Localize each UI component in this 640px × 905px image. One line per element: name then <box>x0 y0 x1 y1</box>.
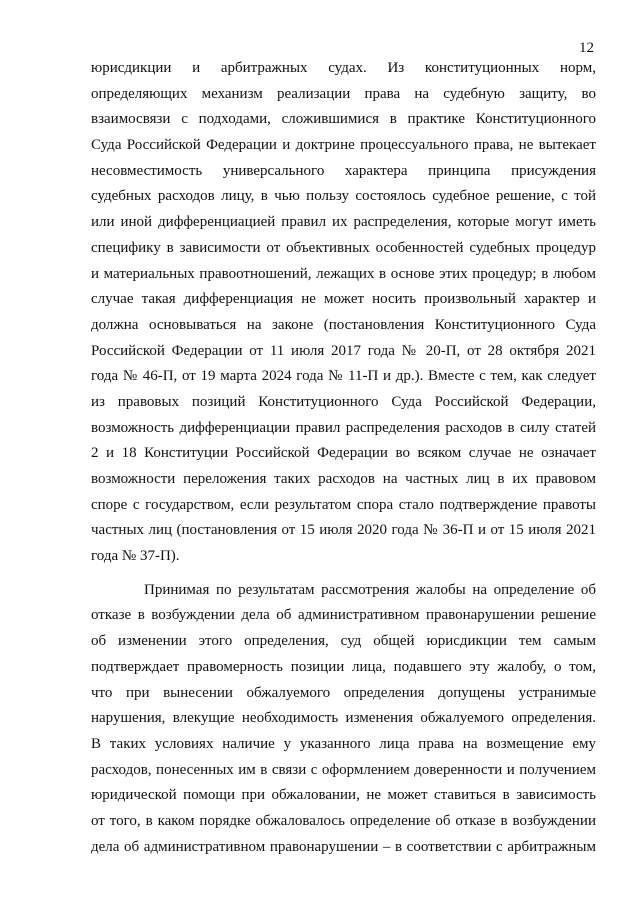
text-line: Принимая по результатам рассмотрения жалобы на определение об <box>144 581 596 598</box>
text-line: несовместимость универсального характера принципа присуждения <box>91 162 596 179</box>
paragraph <box>91 56 596 570</box>
paragraph <box>91 578 596 861</box>
text-line: юрисдикции и арбитражных судах. Из конституционных норм, <box>91 60 596 76</box>
text-line: об изменении этого определения, суд общей юрисдикции тем самым <box>91 633 596 650</box>
text-line: дела об административном правонарушении – в соответствии с арбитражным <box>91 838 596 855</box>
text-line: года № 37-П). <box>91 548 180 565</box>
text-line: или иной дифференциацией правил их распределения, которые могут иметь <box>91 214 596 231</box>
text-line: юридической помощи при обжаловании, не может ставиться в зависимость <box>91 787 596 804</box>
text-line: от того, в каком порядке обжаловалось определение об отказе в возбуждении <box>91 812 596 829</box>
text-line: что при вынесении обжалуемого определения допущены устранимые <box>91 684 596 701</box>
text-line: из правовых позиций Конституционного Суда Российской Федерации, <box>91 393 596 410</box>
paragraph-gap <box>91 570 596 578</box>
text-line: Российской Федерации от 11 июля 2017 года № 20-П, от 28 октября 2021 <box>91 342 596 359</box>
text-line: подтверждает правомерность позиции лица, подавшего эту жалобу, о том, <box>91 658 596 675</box>
text-line: 2 и 18 Конституции Российской Федерации во всяком случае не означает <box>91 445 596 462</box>
text-line: В таких условиях наличие у указанного лица права на возмещение ему <box>91 735 596 752</box>
text-line: нарушения, влекущие необходимость изменения обжалуемого определения. <box>91 710 596 727</box>
text-line: расходов, понесенных им в связи с оформлением доверенности и получением <box>91 761 596 778</box>
text-line: взаимосвязи с подходами, сложившимися в практике Конституционного <box>91 111 596 128</box>
text-line: возможности переложения таких расходов на частных лиц в их правовом <box>91 471 596 487</box>
text-line: частных лиц (постановления от 15 июля 2020 года № 36-П и от 15 июля 2021 <box>91 522 596 539</box>
text-line: отказе в возбуждении дела об административном правонарушении решение <box>91 607 596 624</box>
text-line: Суда Российской Федерации и доктрине процессуального права, не вытекает <box>91 137 596 154</box>
page-number: 12 <box>579 40 594 56</box>
text-line: возможность дифференциации правил распределения расходов в силу статей <box>91 419 596 436</box>
text-line: года № 46-П, от 19 марта 2024 года № 11-П и др.). Вместе с тем, как следует <box>91 368 596 385</box>
text-line: должна основываться на законе (постановления Конституционного Суда <box>91 316 596 333</box>
text-line: споре с государством, если результатом спора стало подтверждение правоты <box>91 496 596 513</box>
text-line: специфику в зависимости от объективных особенностей судебных процедур <box>91 239 596 256</box>
text-line: и материальных правоотношений, лежащих в основе этих процедур; в любом <box>91 265 596 282</box>
text-line: определяющих механизм реализации права на судебную защиту, во <box>91 85 596 102</box>
text-line: судебных расходов лицу, в чью пользу состоялось судебное решение, с той <box>91 188 596 205</box>
text-line: случае такая дифференциация не может носить произвольный характер и <box>91 291 596 308</box>
body-text <box>91 56 596 860</box>
